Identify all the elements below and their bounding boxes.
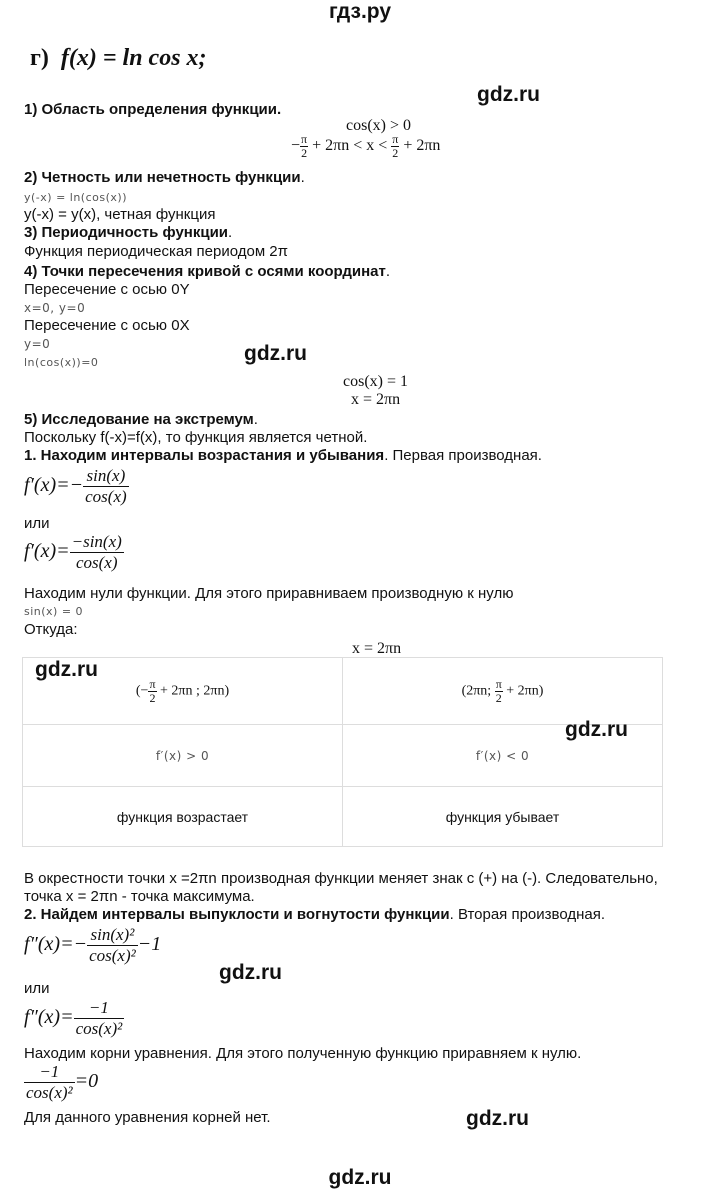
s1-pi-right: π xyxy=(392,132,399,146)
fp1-num: sin(x) xyxy=(83,466,129,487)
s5-whence: Откуда: xyxy=(24,621,78,638)
s5-heading-dot: . xyxy=(253,411,258,428)
s5-sub1-line xyxy=(24,447,542,465)
s2-heading: 2) Четность или нечетность функции xyxy=(24,169,301,186)
s2-heading-dot: . xyxy=(300,169,305,186)
fp2-lhs: f′(x)= xyxy=(24,540,70,563)
task-formula: f(x) = ln cos x; xyxy=(60,45,207,71)
s1-pi-left: π xyxy=(301,132,308,146)
fp1-den: cos(x) xyxy=(85,487,127,506)
fpp1-lhs: f″(x)=− xyxy=(24,933,88,956)
watermark-bottom: gdz.ru xyxy=(328,1166,392,1189)
second-derivative-2 xyxy=(24,998,124,1039)
second-derivative-1 xyxy=(24,925,161,966)
fpp1-den: cos(x)² xyxy=(89,946,136,965)
watermark-top: гдз.ру xyxy=(328,0,392,23)
watermark-3: gdz.ru xyxy=(35,658,98,681)
int2-two: 2 xyxy=(495,690,502,705)
s1-two-right: 2 xyxy=(392,146,399,160)
first-derivative-1 xyxy=(24,466,129,507)
s4-heading: 4) Точки пересечения кривой с осями координат xyxy=(24,263,386,280)
concl-line2: точка x = 2πn - точка максимума. xyxy=(24,888,255,905)
int1-open: (− xyxy=(135,683,149,699)
int1-two: 2 xyxy=(149,690,156,705)
fpp1-num: sin(x)² xyxy=(87,925,138,946)
s4-ox-val2: ln(cos(x))=0 xyxy=(24,356,99,369)
fp1-fraction xyxy=(83,466,129,507)
s1-inequality xyxy=(291,133,440,160)
s1-cond: cos(x) > 0 xyxy=(346,117,412,134)
s6-rest: . Вторая производная. xyxy=(449,906,606,923)
interval-cell-2 xyxy=(343,658,663,725)
s1-two-left: 2 xyxy=(301,146,308,160)
s4-eq2: x = 2πn xyxy=(351,391,401,408)
int2-rest: + 2πn) xyxy=(506,683,544,699)
s2-line2: y(-x) = y(x), четная функция xyxy=(24,206,216,223)
int2-open: (2πn; xyxy=(461,683,492,699)
watermark-5: gdz.ru xyxy=(219,961,282,984)
fp1-lhs: f′(x)=− xyxy=(24,474,84,497)
watermark-4: gdz.ru xyxy=(565,718,628,741)
s1-heading: 1) Область определения функции. xyxy=(24,101,282,118)
first-derivative-2 xyxy=(24,532,124,573)
s6-roots: Находим корни уравнения. Для этого полученную функцию приравняем к нулю. xyxy=(24,1045,582,1062)
s5-sub1-rest: . Первая производная. xyxy=(384,447,542,464)
s4-ox-val1: y=0 xyxy=(24,337,51,351)
s2-heading-line xyxy=(24,169,305,187)
fp2-den: cos(x) xyxy=(75,553,118,572)
int1-pi: π xyxy=(149,676,156,691)
table-row xyxy=(23,658,663,725)
eq-den: cos(x)² xyxy=(26,1083,73,1102)
eq-num: −1 xyxy=(24,1062,75,1083)
task-header xyxy=(30,45,207,72)
s5-zeros-eq: sin(x) = 0 xyxy=(24,605,84,618)
concl-line1: В окрестности точки x =2πn производная функции меняет знак с (+) на (-). Следовательно, xyxy=(24,870,658,887)
s1-pi-over-2-left xyxy=(300,133,308,160)
s1-minus: − xyxy=(291,137,301,155)
s6-heading-line xyxy=(24,906,605,924)
s1-pi-over-2-right xyxy=(391,133,399,160)
s4-oy-val: x=0, y=0 xyxy=(24,301,86,315)
s3-heading-dot: . xyxy=(228,224,233,241)
fpp2-fraction xyxy=(74,998,125,1039)
behavior-cell-1: функция возрастает xyxy=(23,787,343,847)
eq-fraction xyxy=(24,1062,75,1103)
watermark-2: gdz.ru xyxy=(244,342,307,365)
fpp1-tail: −1 xyxy=(137,933,162,956)
s4-ox: Пересечение с осью 0X xyxy=(24,317,190,334)
s6-equation xyxy=(24,1062,98,1103)
s4-heading-line xyxy=(24,263,390,281)
int2-pi: π xyxy=(495,676,502,691)
watermark-6: gdz.ru xyxy=(466,1107,529,1130)
task-letter: г) xyxy=(30,45,49,71)
s5-root: x = 2πn xyxy=(352,640,402,657)
s3-line1: Функция периодическая периодом 2π xyxy=(24,243,288,260)
eq-tail: =0 xyxy=(74,1070,99,1093)
sign-cell-2: f′(x) < 0 xyxy=(343,725,663,787)
s4-heading-dot: . xyxy=(385,263,390,280)
s5-heading-line xyxy=(24,411,258,429)
s5-heading: 5) Исследование на экстремум xyxy=(24,411,254,428)
s6-none: Для данного уравнения корней нет. xyxy=(24,1109,271,1126)
behavior-cell-2: функция убывает xyxy=(343,787,663,847)
fpp2-lhs: f″(x)= xyxy=(24,1006,74,1029)
s1-ineq-mid: + 2πn < x < xyxy=(312,137,388,155)
table-row xyxy=(23,787,663,847)
s5-zeros: Находим нули функции. Для этого приравниваем производную к нулю xyxy=(24,585,514,602)
s5-line1: Поскольку f(-x)=f(x), то функция является четной. xyxy=(24,429,368,446)
s6-heading: 2. Найдем интервалы выпуклости и вогнутости функции xyxy=(24,906,450,923)
s4-oy: Пересечение с осью 0Y xyxy=(24,281,190,298)
fpp2-den: cos(x)² xyxy=(75,1019,123,1038)
s1-ineq-right: + 2πn xyxy=(403,137,441,155)
int1-pi-over-2 xyxy=(148,678,156,705)
s2-line1: y(-x) = ln(cos(x)) xyxy=(24,191,127,204)
fp2-num: −sin(x) xyxy=(71,532,122,551)
fpp1-fraction xyxy=(87,925,138,966)
s5-or1: или xyxy=(24,515,50,532)
sign-table xyxy=(22,657,663,847)
s4-eq1: cos(x) = 1 xyxy=(343,373,409,390)
sign-cell-1: f′(x) > 0 xyxy=(23,725,343,787)
fp2-fraction xyxy=(70,532,124,573)
fpp2-num: −1 xyxy=(74,998,125,1019)
s3-heading: 3) Периодичность функции xyxy=(24,224,229,241)
s6-or2: или xyxy=(24,980,50,997)
int2-pi-over-2 xyxy=(495,678,503,705)
s3-heading-line xyxy=(24,224,232,242)
int1-rest: + 2πn ; 2πn) xyxy=(160,683,230,699)
s5-sub1-heading: 1. Находим интервалы возрастания и убывания xyxy=(24,447,385,464)
watermark-1: gdz.ru xyxy=(477,83,540,106)
